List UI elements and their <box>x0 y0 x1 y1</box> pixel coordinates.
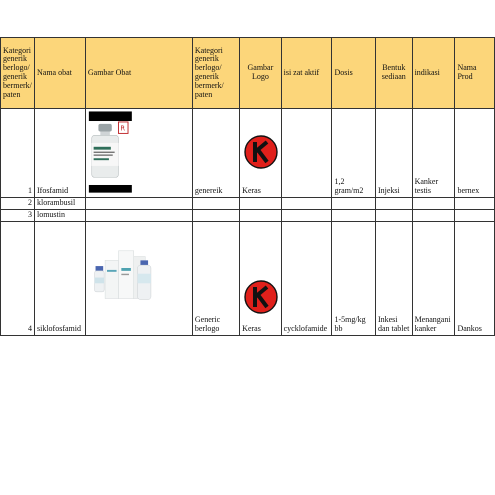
row-number: 1 <box>1 109 35 198</box>
header-row <box>1 38 495 109</box>
header-gambar-obat: Gambar Obat <box>85 38 192 109</box>
drug-image <box>85 109 192 198</box>
logo-text: Keras <box>242 186 261 196</box>
header-kategori-2: Kategori generik berlogo/ generik bermerk/ paten <box>192 38 239 109</box>
dosage <box>332 209 375 221</box>
header-indikasi: indikasi <box>412 38 455 109</box>
header-gambar-logo: Gambar Logo <box>240 38 281 109</box>
table-row <box>1 209 495 221</box>
logo-cell <box>240 198 281 210</box>
active-substance <box>281 198 332 210</box>
dosage-form <box>375 198 412 210</box>
header-bentuk: Bentuk sediaan <box>375 38 412 109</box>
active-substance <box>281 209 332 221</box>
svg-text:R: R <box>120 124 125 133</box>
dosage-form <box>375 209 412 221</box>
dosage: 1-5mg/kg bb <box>332 221 375 335</box>
header-zat-aktif: isi zat aktif <box>281 38 332 109</box>
table-row <box>1 109 495 198</box>
row-number: 2 <box>1 198 35 210</box>
drug-image <box>85 221 192 335</box>
keras-k-logo-icon <box>244 135 278 169</box>
row-number: 4 <box>1 221 35 335</box>
header-dosis: Dosis <box>332 38 375 109</box>
dosage: 1,2 gram/m2 <box>332 109 375 198</box>
logo-text: Keras <box>242 323 261 333</box>
manufacturer: Dankos <box>455 221 495 335</box>
drug-category <box>192 209 239 221</box>
drug-category: Generic berlogo <box>192 221 239 335</box>
drug-name: Ifosfamid <box>34 109 85 198</box>
row-number: 3 <box>1 209 35 221</box>
table-row <box>1 198 495 210</box>
indication: Kanker testis <box>412 109 455 198</box>
indication <box>412 198 455 210</box>
dosage-form: Injeksi <box>375 109 412 198</box>
indication <box>412 209 455 221</box>
active-substance: cycklofamide <box>281 221 332 335</box>
dosage <box>332 198 375 210</box>
logo-cell <box>240 109 281 198</box>
manufacturer <box>455 198 495 210</box>
redaction-bar <box>89 185 132 193</box>
drug-name: lomustin <box>34 209 85 221</box>
indication: Menangani kanker <box>412 221 455 335</box>
active-substance <box>281 109 332 198</box>
siklofosfamid-products-image <box>86 222 192 335</box>
ifosfamid-vial-image <box>86 109 192 197</box>
drug-image <box>85 198 192 210</box>
drug-category <box>192 198 239 210</box>
header-produsen: Nama Prod <box>455 38 495 109</box>
dosage-form: Inkesi dan tablet <box>375 221 412 335</box>
drug-name: klorambusil <box>34 198 85 210</box>
drug-category: genereik <box>192 109 239 198</box>
header-kategori-1: Kategori generik berlogo/ generik bermerk/ paten <box>1 38 35 109</box>
manufacturer: bernex <box>455 109 495 198</box>
keras-k-logo-icon <box>244 280 278 314</box>
manufacturer <box>455 209 495 221</box>
table-row <box>1 221 495 335</box>
logo-cell <box>240 221 281 335</box>
drug-image <box>85 209 192 221</box>
drug-name: siklofosfamid <box>34 221 85 335</box>
header-nama-obat: Nama obat <box>34 38 85 109</box>
logo-cell <box>240 209 281 221</box>
drug-table <box>0 37 495 336</box>
redaction-bar <box>89 111 132 121</box>
